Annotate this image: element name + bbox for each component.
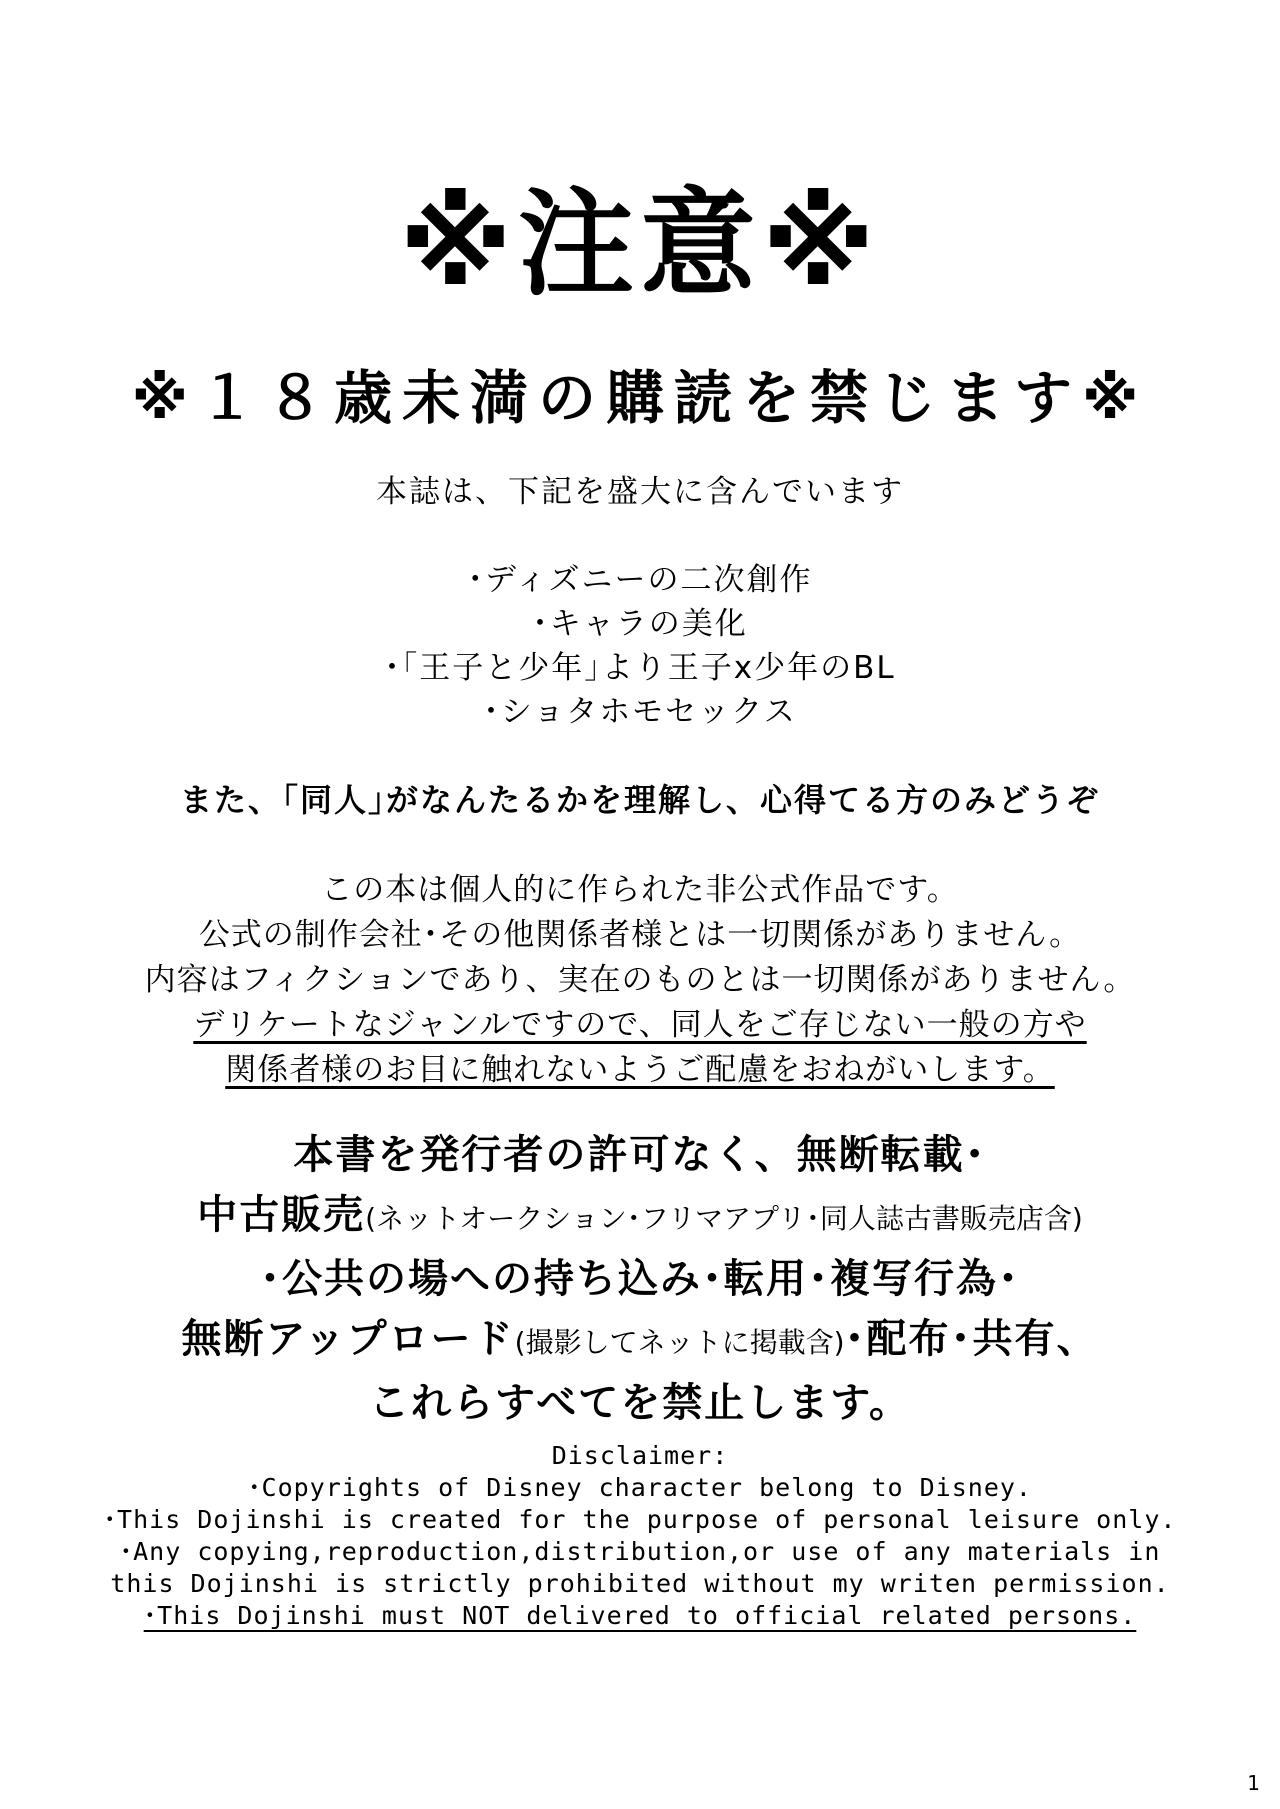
notice-line: 公式の制作会社･その他関係者様とは一切関係がありません。 (198, 917, 1082, 953)
disclaimer-underlined-line: ･This Dojinshi must NOT delivered to official related persons. (143, 1601, 1137, 1630)
prohibition-main: 無断アップロード (181, 1316, 515, 1362)
notice-line: 内容はフィクションであり、実在のものとは一切関係がありません。 (144, 962, 1136, 998)
prohibition-line: これらすべてを禁止します。 (369, 1380, 911, 1426)
english-disclaimer (0, 1440, 1280, 1632)
prohibition-note: (撮影してネットに掲載含) (514, 1326, 845, 1359)
disclaimer-line: ･Any copying,reproduction,distribution,or use of any materials in (119, 1537, 1161, 1566)
prohibition-end: ･配布･共有、 (844, 1316, 1099, 1362)
disclaimer-line: ･This Dojinshi is created for the purpose of personal leisure only. (103, 1505, 1177, 1534)
age-restriction-notice (0, 358, 1280, 438)
warning-title (0, 175, 1280, 315)
disclaimer-line: this Dojinshi is strictly prohibited without my writen permission. (110, 1569, 1170, 1598)
page-number: 1 (1247, 1771, 1260, 1795)
disclaimer-heading: Disclaimer: (551, 1441, 729, 1470)
contents-item: ･ディズニーの二次創作 (467, 562, 813, 598)
prohibition-notice (0, 1125, 1280, 1433)
contents-list (0, 558, 1280, 734)
prohibition-line: ･公共の場への持ち込み･転用･複写行為･ (260, 1256, 1020, 1302)
prohibition-line (0, 1309, 1280, 1373)
notice-underlined-line: デリケートなジャンルですので、同人をご存じない一般の方や (193, 1007, 1087, 1043)
prohibition-main: 中古販売 (197, 1192, 366, 1238)
notice-line: この本は個人的に作られた非公式作品です。 (321, 872, 959, 908)
prohibition-line: 本書を発行者の許可なく、無断転載･ (293, 1132, 987, 1178)
unofficial-notice (0, 868, 1280, 1093)
contents-item: ･｢王子と少年｣より王子x少年のBL (384, 650, 896, 686)
understanding-notice (0, 776, 1280, 824)
prohibition-line (0, 1185, 1280, 1249)
contents-intro-text: 本誌は、下記を盛大に含んでいます (376, 474, 904, 510)
warning-title-text: ※注意※ (399, 177, 881, 312)
prohibition-note: (ネットオークション･フリマアプリ･同人誌古書販売店含) (365, 1202, 1083, 1235)
age-restriction-text: ※１８歳未満の購読を禁じます※ (131, 364, 1149, 432)
contents-intro (0, 470, 1280, 514)
contents-item: ･ショタホモセックス (483, 694, 797, 730)
notice-underlined-line: 関係者様のお目に触れないようご配慮をおねがいします。 (225, 1052, 1055, 1088)
contents-item: ･キャラの美化 (532, 606, 748, 642)
disclaimer-line: ･Copyrights of Disney character belong to Disney. (248, 1473, 1032, 1502)
understanding-text: また、｢同人｣がなんたるかを理解し、心得てる方のみどうぞ (179, 781, 1100, 819)
